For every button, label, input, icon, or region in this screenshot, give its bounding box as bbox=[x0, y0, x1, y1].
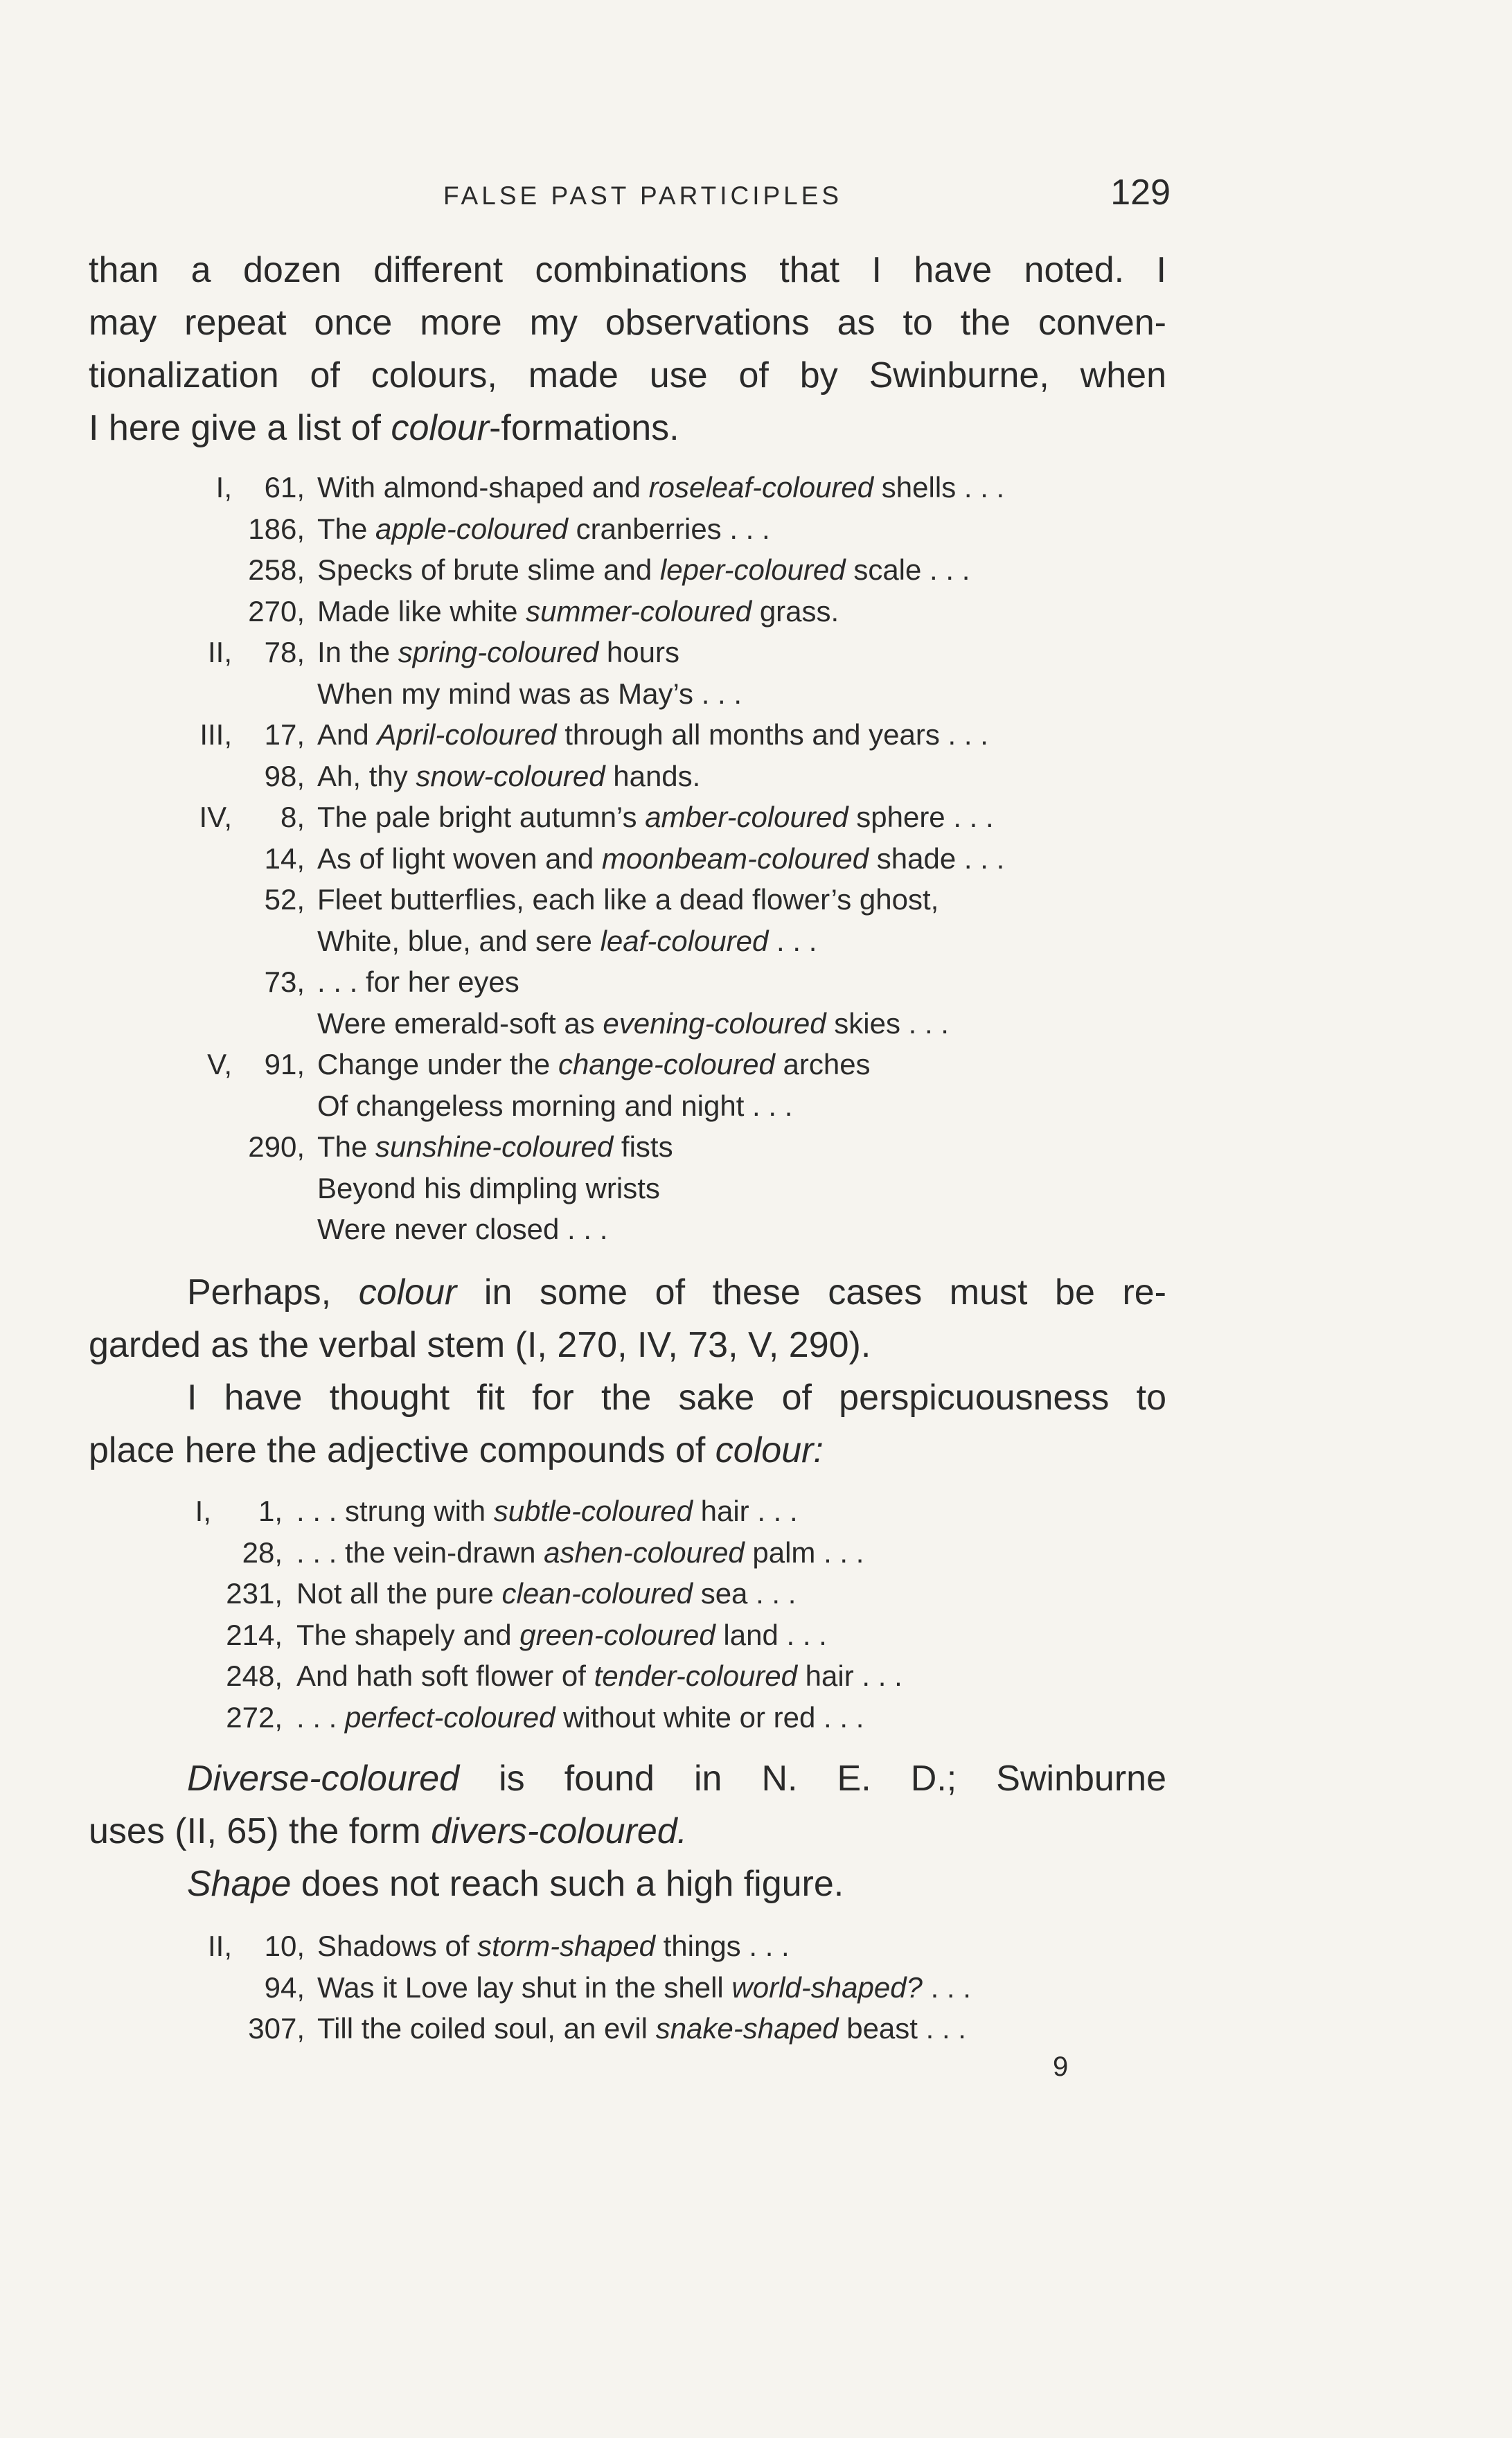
quotation-text: And hath soft flower of tender-coloured hair . . . bbox=[296, 1660, 902, 1692]
quotation-text: The shapely and green-coloured land . . . bbox=[296, 1618, 827, 1651]
line-reference: 186, bbox=[248, 512, 305, 545]
quotation-text: With almond-shaped and roseleaf-coloured shells . . . bbox=[317, 471, 1005, 504]
quotation-text: The sunshine-coloured fists bbox=[317, 1130, 673, 1163]
quotation-text: Made like white summer-coloured grass. bbox=[317, 594, 839, 628]
quotation-line bbox=[0, 1655, 1512, 1697]
quotation-text: Fleet butterflies, each like a dead flower’s ghost, bbox=[317, 883, 939, 916]
quotation-line bbox=[0, 632, 1512, 673]
paragraph-2 bbox=[89, 1266, 1166, 1477]
text-line: may repeat once more my observations as to the conven- bbox=[89, 303, 1166, 343]
line-reference: 1, bbox=[258, 1495, 283, 1527]
quotation-line bbox=[0, 756, 1512, 797]
line-reference: 78, bbox=[264, 636, 305, 668]
text-line: garded as the verbal stem (I, 270, IV, 73, V, 290). bbox=[89, 1325, 871, 1365]
quotation-text: . . . the vein-drawn ashen-coloured palm . . . bbox=[296, 1536, 864, 1569]
line-reference: 270, bbox=[248, 594, 305, 628]
running-title: FALSE PAST PARTICIPLES bbox=[443, 181, 843, 210]
quotation-line bbox=[0, 1126, 1512, 1168]
quotation-list-adjective-compounds bbox=[0, 1491, 1512, 1738]
quotation-list-shape bbox=[0, 1925, 1512, 2049]
quotation-line bbox=[0, 1967, 1512, 2009]
line-reference: 214, bbox=[226, 1618, 283, 1651]
volume-number: IV, bbox=[199, 801, 232, 833]
quotation-text: Not all the pure clean-coloured sea . . . bbox=[296, 1577, 797, 1610]
quotation-line bbox=[0, 1614, 1512, 1656]
quotation-line bbox=[0, 508, 1512, 550]
text-line: place here the adjective compounds of colour: bbox=[89, 1430, 824, 1470]
quotation-text: And April-coloured through all months and years . . . bbox=[317, 718, 988, 751]
line-reference: 10, bbox=[264, 1930, 305, 1962]
quotation-line bbox=[0, 838, 1512, 880]
quotation-line bbox=[0, 920, 1512, 962]
quotation-line bbox=[0, 467, 1512, 508]
quotation-text: Beyond his dimpling wrists bbox=[317, 1171, 660, 1204]
text-line: Perhaps, colour in some of these cases must be re- bbox=[187, 1272, 1166, 1313]
quotation-text: The pale bright autumn’s amber-coloured sphere . . . bbox=[317, 801, 994, 833]
text-line: tionalization of colours, made use of by Swinburne, when bbox=[89, 355, 1166, 395]
line-reference: 28, bbox=[242, 1536, 283, 1569]
text-line: uses (II, 65) the form divers-coloured. bbox=[89, 1811, 688, 1851]
running-head bbox=[443, 172, 1171, 213]
quotation-text: When my mind was as May’s . . . bbox=[317, 677, 742, 710]
line-reference: 272, bbox=[226, 1700, 283, 1734]
quotation-line bbox=[0, 797, 1512, 838]
quotation-line bbox=[0, 1044, 1512, 1085]
quotation-text: . . . for her eyes bbox=[317, 966, 519, 998]
quotation-text: Change under the change-coloured arches bbox=[317, 1048, 871, 1080]
quotation-line bbox=[0, 1925, 1512, 1967]
quotation-line bbox=[0, 1532, 1512, 1574]
quotation-text: . . . perfect-coloured without white or red . . . bbox=[296, 1700, 864, 1734]
paragraph-1 bbox=[89, 244, 1166, 454]
text-line: Diverse-coloured is found in N. E. D.; Swinburne bbox=[187, 1759, 1166, 1799]
volume-number: II, bbox=[207, 636, 232, 668]
quotation-text: Specks of brute slime and leper-coloured scale . . . bbox=[317, 553, 970, 586]
quotation-line bbox=[0, 549, 1512, 591]
text-line: I here give a list of colour-formations. bbox=[89, 408, 679, 448]
line-reference: 8, bbox=[280, 801, 305, 833]
line-reference: 91, bbox=[264, 1048, 305, 1080]
line-reference: 231, bbox=[226, 1577, 283, 1610]
line-reference: 73, bbox=[264, 966, 305, 998]
volume-number: III, bbox=[199, 718, 232, 751]
quotation-line bbox=[0, 591, 1512, 632]
page-number: 129 bbox=[1110, 172, 1171, 213]
quotation-line bbox=[0, 1697, 1512, 1738]
quotation-text: Were never closed . . . bbox=[317, 1213, 608, 1245]
volume-number: I, bbox=[195, 1495, 211, 1527]
line-reference: 258, bbox=[248, 553, 305, 586]
quotation-line bbox=[0, 879, 1512, 920]
paragraph-3 bbox=[89, 1752, 1166, 1910]
quotation-line bbox=[0, 961, 1512, 1003]
volume-number: I, bbox=[215, 471, 232, 504]
quotation-text: . . . strung with subtle-coloured hair . . . bbox=[296, 1495, 798, 1527]
line-reference: 61, bbox=[264, 471, 305, 504]
quotation-text: White, blue, and sere leaf-coloured . . . bbox=[317, 924, 817, 957]
quotation-text: As of light woven and moonbeam-coloured shade . . . bbox=[317, 842, 1005, 875]
quotation-line bbox=[0, 673, 1512, 715]
quotation-text: Till the coiled soul, an evil snake-shaped beast . . . bbox=[317, 2012, 966, 2045]
quotation-line bbox=[0, 1209, 1512, 1250]
line-reference: 98, bbox=[264, 759, 305, 792]
quotation-line bbox=[0, 1085, 1512, 1127]
line-reference: 14, bbox=[264, 842, 305, 875]
line-reference: 17, bbox=[264, 718, 305, 751]
quotation-line bbox=[0, 1003, 1512, 1044]
quotation-text: Of changeless morning and night . . . bbox=[317, 1089, 793, 1122]
text-line: than a dozen different combinations that I have noted. I bbox=[89, 250, 1166, 290]
quotation-text: Ah, thy snow-coloured hands. bbox=[317, 759, 701, 792]
quotation-line bbox=[0, 1573, 1512, 1614]
line-reference: 52, bbox=[264, 883, 305, 916]
quotation-line bbox=[0, 1491, 1512, 1532]
line-reference: 307, bbox=[248, 2012, 305, 2045]
text-line: Shape does not reach such a high figure. bbox=[187, 1864, 844, 1904]
quotation-list-colour-formations bbox=[0, 467, 1512, 1250]
text-line: I have thought fit for the sake of perspicuousness to bbox=[187, 1378, 1166, 1418]
quotation-line bbox=[0, 714, 1512, 756]
quotation-text: Were emerald-soft as evening-coloured skies . . . bbox=[317, 1006, 949, 1040]
quotation-text: In the spring-coloured hours bbox=[317, 636, 679, 668]
signature-mark: 9 bbox=[1053, 2052, 1069, 2082]
quotation-text: Shadows of storm-shaped things . . . bbox=[317, 1930, 790, 1962]
line-reference: 94, bbox=[264, 1970, 305, 2004]
line-reference: 290, bbox=[248, 1130, 305, 1163]
quotation-text: The apple-coloured cranberries . . . bbox=[317, 512, 770, 545]
quotation-line bbox=[0, 2008, 1512, 2049]
quotation-text: Was it Love lay shut in the shell world-shaped? . . . bbox=[317, 1970, 971, 2004]
quotation-line bbox=[0, 1168, 1512, 1209]
volume-number: II, bbox=[207, 1930, 232, 1962]
volume-number: V, bbox=[207, 1048, 232, 1080]
line-reference: 248, bbox=[226, 1660, 283, 1692]
